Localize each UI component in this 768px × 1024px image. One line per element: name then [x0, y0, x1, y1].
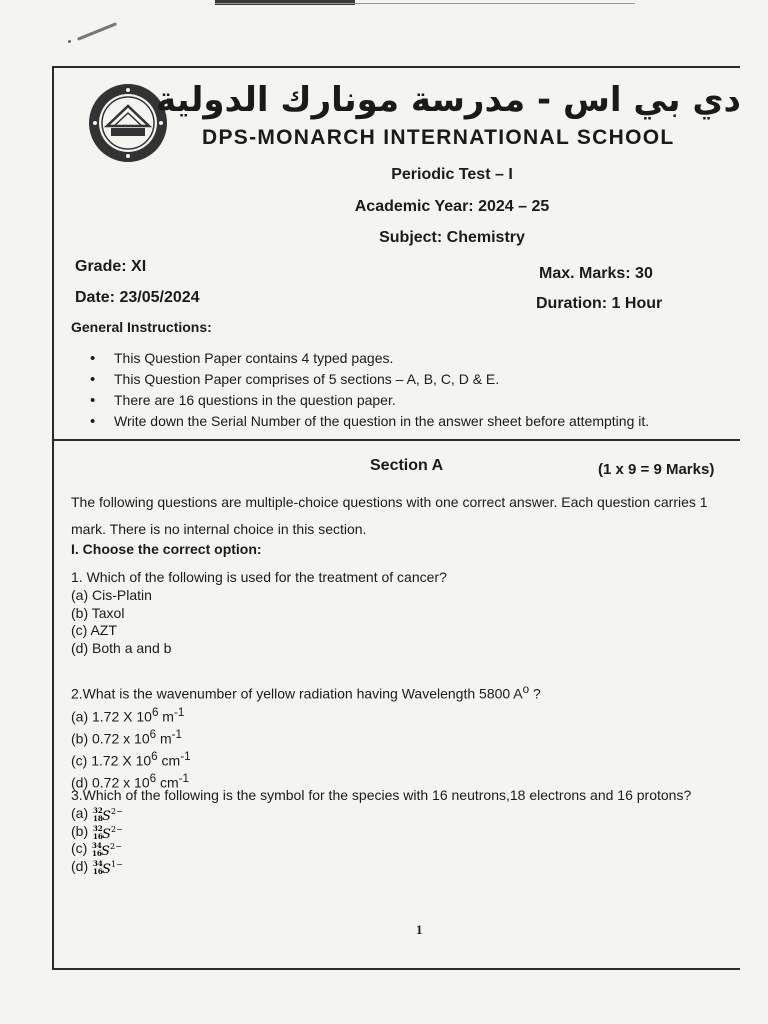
- mass-number: 32: [93, 823, 103, 833]
- option-value: (d) 0.72 x 10: [71, 774, 150, 791]
- section-title: Section A: [370, 457, 444, 474]
- pen-mark: [77, 22, 117, 41]
- atomic-number: 16: [92, 849, 102, 858]
- ion-charge: 2−: [110, 842, 123, 852]
- stem-superscript: o: [522, 683, 530, 696]
- isotope-symbol: [92, 824, 134, 840]
- option-label: (b): [71, 822, 89, 839]
- school-name-english: DPS-MONARCH INTERNATIONAL SCHOOL: [202, 126, 675, 149]
- option-value: (a) 1.72 X 10: [71, 708, 152, 725]
- stem-end: ?: [529, 685, 541, 702]
- max-marks: Max. Marks: 30: [539, 265, 653, 282]
- option-a: [71, 805, 741, 823]
- mass-number: 34: [93, 858, 103, 868]
- option-exponent: 6: [151, 705, 159, 719]
- photo-edge-line: [215, 3, 635, 4]
- school-name-arabic: دي بي اس - مدرسة مونارك الدولية: [156, 80, 741, 120]
- duration: Duration: 1 Hour: [536, 295, 663, 312]
- option-a: (a) Cis-Platin: [71, 587, 152, 603]
- general-instructions-title: General Instructions:: [71, 319, 212, 335]
- option-label: (c): [71, 840, 88, 856]
- isotope-symbol: [92, 859, 134, 875]
- option-a: [71, 704, 741, 726]
- page-number: 1: [416, 922, 423, 937]
- option-c: [71, 840, 741, 858]
- option-exponent: 6: [149, 772, 157, 786]
- mass-number: 32: [93, 806, 103, 816]
- instruction-item: • There are 16 questions in the question paper.: [90, 390, 649, 411]
- instruction-item: • Write down the Serial Number of the question in the answer sheet before attempting it.: [90, 411, 649, 432]
- unit-exponent: -1: [178, 772, 190, 786]
- option-value: (b) 0.72 x 10: [71, 730, 150, 747]
- instruction-item: • This Question Paper comprises of 5 sections – A, B, C, D & E.: [90, 369, 649, 390]
- option-unit: m: [158, 708, 174, 725]
- question-1: [71, 568, 741, 657]
- option-d: (d) Both a and b: [71, 639, 172, 656]
- question-2: [71, 680, 741, 792]
- atomic-number: 16: [93, 866, 103, 875]
- academic-year: Academic Year: 2024 – 25: [354, 198, 550, 215]
- instructions-list: [90, 348, 649, 432]
- ion-charge: 2−: [111, 824, 123, 834]
- question-3: [71, 786, 741, 875]
- option-unit: cm: [156, 774, 179, 791]
- section-divider: [54, 439, 740, 441]
- exam-date: Date: 23/05/2024: [75, 289, 200, 306]
- element-symbol: S: [101, 844, 111, 858]
- choose-heading: I. Choose the correct option:: [71, 541, 262, 557]
- question-stem: 1. Which of the following is used for the treatment of cancer?: [71, 569, 447, 585]
- option-d: [71, 858, 741, 876]
- element-symbol: S: [102, 861, 111, 875]
- isotope-symbol: [91, 841, 133, 857]
- option-label: (d): [71, 857, 89, 874]
- isotope-symbol: [92, 806, 134, 822]
- ion-charge: 1−: [111, 859, 123, 869]
- subject: Subject: Chemistry: [379, 229, 525, 246]
- question-stem: [71, 680, 741, 704]
- atomic-number: 16: [93, 831, 103, 840]
- unit-exponent: -1: [171, 727, 183, 741]
- atomic-number: 18: [93, 814, 103, 823]
- section-description: The following questions are multiple-choice questions with one correct answer. Each question carries 1 mark. There is no internal choice in this section.: [71, 494, 708, 537]
- grade: Grade: XI: [75, 258, 147, 275]
- option-label: (a): [71, 805, 89, 821]
- option-exponent: 6: [151, 749, 158, 763]
- element-symbol: S: [102, 826, 111, 840]
- element-symbol: S: [102, 809, 111, 823]
- instruction-item: • This Question Paper contains 4 typed pages.: [90, 348, 649, 369]
- pen-dot: [68, 40, 71, 43]
- option-unit: m: [156, 730, 172, 747]
- ion-charge: 2−: [111, 807, 123, 817]
- option-b: [71, 726, 741, 748]
- option-exponent: 6: [149, 727, 157, 741]
- option-c: [71, 748, 741, 770]
- section-marks: (1 x 9 = 9 Marks): [598, 461, 715, 478]
- option-c: (c) AZT: [71, 622, 117, 638]
- question-stem: 3.Which of the following is the symbol for the species with 16 neutrons,18 electrons and 16 protons?: [71, 787, 692, 803]
- option-value: (c) 1.72 X 10: [71, 752, 152, 769]
- mass-number: 34: [92, 841, 102, 851]
- option-b: [71, 823, 741, 841]
- option-b: (b) Taxol: [71, 604, 125, 621]
- exam-page: [52, 66, 740, 970]
- unit-exponent: -1: [180, 749, 191, 763]
- test-title: Periodic Test – I: [391, 166, 513, 183]
- option-unit: cm: [157, 752, 181, 769]
- stem-text: 2.What is the wavenumber of yellow radiation having Wavelength 5800 A: [71, 685, 523, 702]
- unit-exponent: -1: [173, 705, 185, 719]
